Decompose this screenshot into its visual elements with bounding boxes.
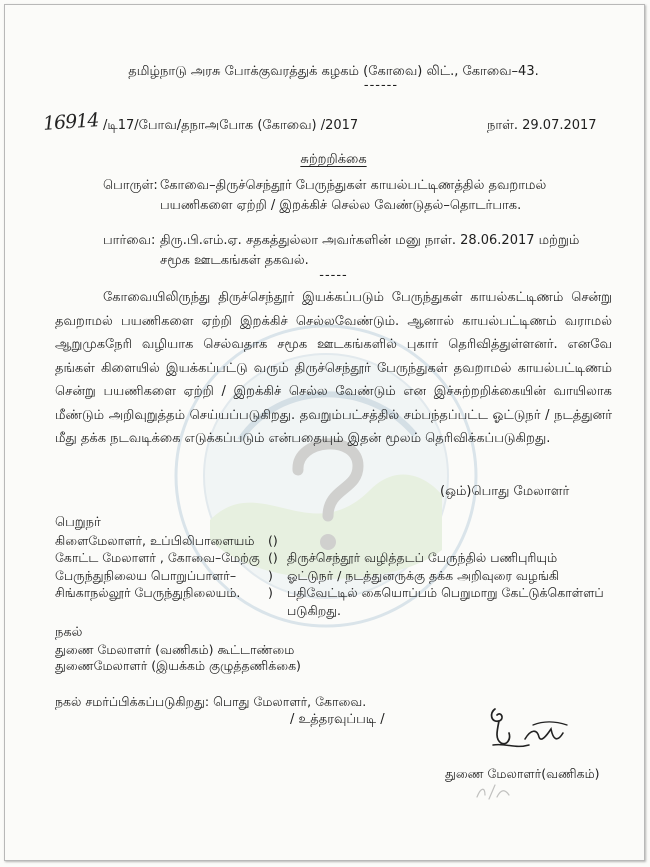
reference-note-line-1: திரு.பி.எம்.ஏ. சதகத்துல்லா அவர்களின் மனு நாள். 28.06.2017 மற்றும் (160, 233, 580, 248)
recipient-name: கிளைமேலாளர், உப்பிலிபாளையம் (55, 532, 255, 548)
recipient-instruction: ஓட்டுநர் / நடத்துனருக்கு தக்க அறிவுரை வழங்கி (287, 567, 560, 583)
recipients-list (55, 532, 612, 620)
recipients-heading: பெறுநர் (55, 514, 101, 530)
recipient-instruction: திருச்செந்தூர் வழித்தடப் பேருந்தில் பணிபுரியும் (287, 550, 558, 565)
recipient-row (55, 549, 612, 567)
subject-block (55, 176, 612, 216)
reference-code: /டி17/போவ/தநாஅபோக (கோவை) /2017 (103, 118, 359, 133)
copy-submission-line: நகல் சமர்ப்பிக்கப்படுகிறது: பொது மேலாளர், கோவை. (55, 694, 367, 709)
recipient-instruction: படுகிறது. (287, 602, 342, 618)
signature (485, 699, 575, 761)
copy-recipient: துணை மேலாளர் (வணிகம்) கூட்டாண்மை (55, 642, 295, 657)
subject-label: பொருள்: (103, 178, 158, 193)
recipient-name: கோட்ட மேலாளர் , கோவை–மேற்கு (55, 550, 260, 565)
recipient-name: சிங்காநல்லூர் பேருந்துநிலையம். (55, 585, 241, 600)
reference-note-line-2: சமூக ஊடகங்கள் தகவல். (160, 253, 309, 268)
pencil-mark (473, 781, 513, 803)
recipient-row (55, 584, 612, 602)
recipient-bracket: ) (268, 567, 273, 583)
signature-block (55, 711, 612, 783)
recipient-bracket (268, 602, 287, 620)
subject-text (160, 176, 612, 216)
document-title-text: சுற்றறிக்கை (300, 152, 367, 167)
recipient-bracket: () (268, 532, 278, 548)
organization-header: தமிழ்நாடு அரசு போக்குவரத்துக் கழகம் (கோவை) லிட்., கோவை–43. (128, 64, 539, 79)
reference-note-label: பார்வை: (103, 233, 156, 248)
recipient-bracket: () (268, 550, 278, 565)
section-separator: ----- (319, 268, 348, 283)
recipient-bracket: ) (268, 585, 273, 600)
subject-line-2: பயணிகளை ஏற்றி / இறக்கிச் செல்ல வேண்டுதல்–தொடர்பாக. (160, 198, 522, 213)
header-underline: ------ (363, 78, 399, 93)
reference-note-text (160, 231, 612, 271)
subject-line-1: கோவை–திருச்செந்தூர் பேருந்துகள் காயல்பட்டிணத்தில் தவறாமல் (160, 178, 547, 193)
recipient-name: பேருந்துநிலைய பொறுப்பாளர்– (55, 567, 237, 583)
recipient-instruction (287, 532, 612, 550)
recipient-row (55, 602, 612, 620)
reference-note-block (55, 231, 612, 271)
copy-recipient: துணைமேலாளர் (இயக்கம் குழுத்தணிக்கை) (55, 658, 301, 673)
recipient-name (55, 602, 268, 620)
recipient-instruction: பதிவேட்டில் கையொப்பம் பெறுமாறு கேட்டுக்கொள்ளப் (287, 585, 604, 600)
recipient-row (55, 532, 612, 550)
by-order-text: / உத்தரவுப்படி / (290, 712, 385, 727)
circular-date: நாள். 29.07.2017 (487, 118, 597, 133)
recipient-row (55, 567, 612, 585)
general-manager-signatory: (ஒம்)பொது மேலாளர் (440, 483, 570, 499)
document-title (55, 151, 612, 169)
handwritten-reference-number: 16914 (42, 109, 100, 135)
body-paragraph: கோவையிலிருந்து திருச்செந்தூர் இயக்கப்படும் பேருந்துகள் காயல்கட்டிணம் சென்று தவறாமல் பயணிகளை ஏற்றி இறக்கிச் செல்லவேண்டும். ஆனால் காயல்பட்டிணம் வராமல் ஆறுமுகநேரி வழியாக செல்வதாக சமூக ஊடகங்களில் புகார் தெரிவித்துள்ளனர். எனவே தங்கள் கிளையில் இயக்கப்பட்டு வரும் திருச்செந்தூர் பேருந்துகள் தவறாமல் காயல்பட்டிணம் சென்று பயணிகளை ஏற்றி / இறக்கிச் செல்ல வேண்டும் என இச்சுற்றறிக்கையின் வாயிலாக மீண்டும் அறிவுறுத்தம் செய்யப்படுகிறது. தவறும்பட்சத்தில் சம்பந்தப்பட்ட ஓட்டுநர் / நடத்துனர் மீது தக்க நடவடிக்கை எடுக்கப்படும் என்பதையும் இதன் மூலம் தெரிவிக்கப்படுகிறது. (55, 290, 612, 446)
copy-heading: நகல் (55, 625, 83, 640)
reference-row (42, 109, 612, 136)
deputy-manager-signatory: துணை மேலாளர்(வணிகம்) (445, 766, 600, 781)
